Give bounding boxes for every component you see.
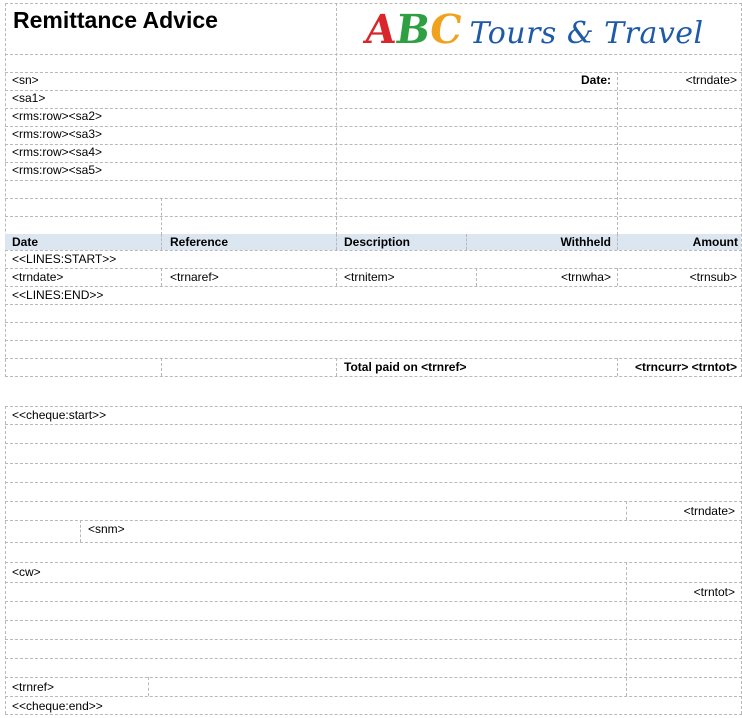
sender-address-2: <rms:row><sa2> [12, 109, 103, 123]
grid-line [5, 144, 742, 145]
line-withheld: <trnwha> [560, 270, 611, 284]
grid-line [5, 501, 742, 502]
grid-line [5, 180, 742, 181]
grid-line [5, 322, 742, 323]
grid-line [5, 639, 742, 640]
grid-line [5, 198, 742, 199]
grid-line [5, 108, 742, 109]
grid-line [5, 286, 742, 287]
lines-end-marker: <<LINES:END>> [12, 288, 104, 302]
sender-address-4: <rms:row><sa4> [12, 145, 103, 159]
grid-line [617, 72, 618, 235]
sender-name: <sn> [12, 73, 39, 87]
grid-line [5, 376, 742, 377]
grid-line [5, 562, 742, 563]
grid-line [5, 162, 742, 163]
cheque-payee-name: <snm> [88, 522, 125, 536]
sender-address-3: <rms:row><sa3> [12, 127, 103, 141]
sender-address-5: <rms:row><sa5> [12, 163, 103, 177]
grid-line [5, 304, 742, 305]
grid-line [5, 463, 742, 464]
grid-line [5, 216, 742, 217]
grid-line [5, 250, 742, 251]
grid-line [5, 126, 742, 127]
grid-line [5, 424, 742, 425]
grid-line [5, 520, 742, 521]
total-value: <trncurr> <trntot> [634, 360, 737, 374]
cheque-amount-words: <cw> [12, 565, 41, 579]
grid-line [80, 520, 81, 542]
line-amount: <trnsub> [689, 270, 737, 284]
column-header-date: Date [12, 235, 39, 249]
grid-line [626, 501, 627, 520]
cheque-end-marker: <<cheque:end>> [12, 699, 103, 713]
grid-line [161, 234, 162, 250]
logo-tagline: Tours & Travel [469, 16, 704, 51]
column-header-description: Description [344, 235, 411, 249]
grid-line [5, 340, 742, 341]
grid-line [5, 406, 6, 714]
column-header-amount: Amount [692, 235, 738, 249]
grid-line [5, 90, 742, 91]
grid-line [5, 582, 742, 583]
grid-line [626, 562, 627, 696]
grid-line [336, 268, 337, 286]
grid-line [466, 234, 467, 250]
column-header-reference: Reference [170, 235, 229, 249]
cheque-start-marker: <<cheque:start>> [12, 408, 107, 422]
grid-line [476, 268, 477, 286]
logo-letter-c: C [426, 6, 466, 53]
line-reference: <trnaref> [170, 270, 219, 284]
date-value: <trndate> [685, 73, 737, 87]
grid-line [5, 542, 742, 543]
grid-line [617, 358, 618, 376]
grid-line [5, 406, 742, 407]
cheque-reference: <trnref> [12, 680, 55, 694]
grid-line [148, 677, 149, 696]
total-label: Total paid on <trnref> [344, 360, 467, 374]
grid-line [5, 3, 6, 377]
grid-line [5, 714, 742, 715]
grid-line [5, 696, 742, 697]
grid-line [5, 358, 742, 359]
sender-address-1: <sa1> [12, 91, 46, 105]
grid-line [161, 358, 162, 376]
grid-line [5, 482, 742, 483]
grid-line [5, 601, 742, 602]
date-label: Date: [580, 73, 611, 87]
grid-line [5, 658, 742, 659]
grid-line [5, 268, 742, 269]
grid-line [617, 234, 618, 250]
column-header-withheld: Withheld [560, 235, 611, 249]
grid-line [5, 54, 742, 55]
lines-start-marker: <<LINES:START>> [12, 252, 117, 266]
grid-line [336, 234, 337, 250]
grid-line [5, 677, 742, 678]
cheque-amount: <trntot> [693, 585, 735, 599]
line-description: <trnitem> [344, 270, 395, 284]
grid-line [336, 3, 337, 235]
grid-line [5, 3, 742, 4]
grid-line [5, 620, 742, 621]
grid-line [336, 358, 337, 376]
logo-letter-a: A [361, 6, 400, 53]
cheque-date: <trndate> [683, 504, 735, 518]
grid-line [5, 443, 742, 444]
page-title: Remittance Advice [13, 7, 218, 33]
grid-line [161, 268, 162, 286]
logo-letter-b: B [392, 6, 434, 53]
company-logo [361, 6, 704, 53]
grid-line [617, 268, 618, 286]
line-date: <trndate> [12, 270, 64, 284]
